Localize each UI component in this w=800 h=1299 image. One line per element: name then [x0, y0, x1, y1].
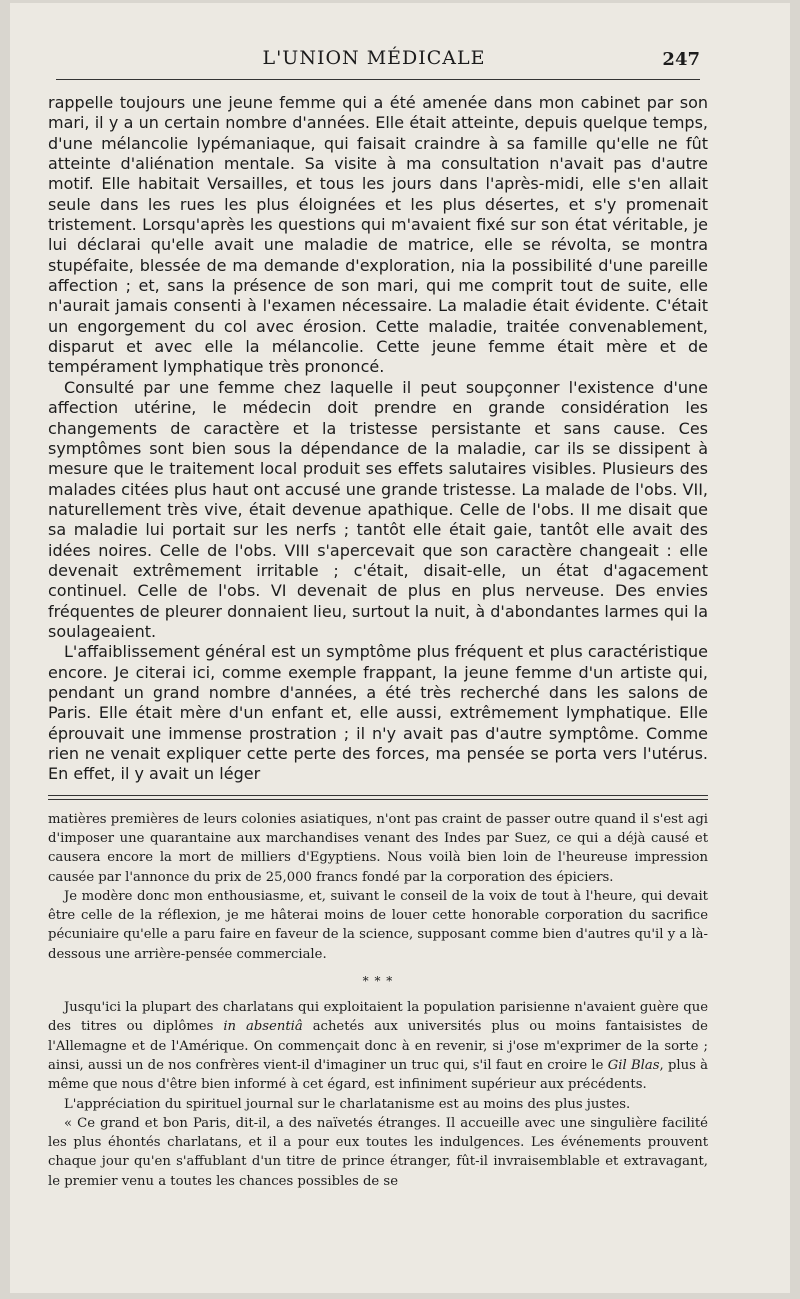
journal-page — [10, 3, 790, 1293]
note-paragraph-5: « Ce grand et bon Paris, dit-il, a des naïvetés étranges. Il accueille avec une singulière facilité les plus éhontés charlatans, et il a pour eux toutes les indulgences. Les événements prouvent chaque jour qu'en s'affublant d'un titre de prince étranger, fût-il invraisemblable et extravagant, le premier venu a toutes les chances possibles de se — [48, 1115, 708, 1189]
note-3-italic-a: in absentiâ — [223, 1019, 303, 1035]
header-rule — [56, 79, 700, 80]
feuilleton-notes — [48, 810, 708, 1191]
running-head — [48, 3, 790, 73]
footnote-rule — [48, 795, 708, 800]
main-text — [48, 93, 708, 785]
note-3-italic-b: Gil Blas — [607, 1057, 660, 1073]
note-3-text-c: , plus à même que nous d'être bien informé à cet égard, est infiniment supérieur aux précédents. — [48, 1057, 709, 1093]
paragraph-2: Consulté par une femme chez laquelle il peut soupçonner l'existence d'une affection utérine, le médecin doit prendre en grande considération les changements de caractère et la tristesse persistante et sans cause. Ces symptômes sont bien sous la dépendance de la maladie, car ils se dissipent à mesure que le traitement local produit ses effets salutaires visibles. Plusieurs des malades citées plus haut ont accusé une grande tristesse. La malade de l'obs. VII, naturellement très vive, était devenue apathique. Celle de l'obs. II me disait que sa maladie lui portait sur les nerfs ; tantôt elle était gaie, tantôt elle avait des idées noires. Celle de l'obs. VIII s'apercevait que son caractère changeait : elle devenait extrêmement irritable ; c'était, disait-elle, un état d'agacement continuel. Celle de l'obs. VI devenait de plus en plus nerveuse. Des envies fréquentes de pleurer donnaient lieu, surtout la nuit, à d'abondantes larmes qui la soulageaient. — [48, 377, 708, 641]
note-3-text-b: achetés aux universités plus ou moins fantaisistes de l'Allemagne et de l'Amérique. On commençait donc à en revenir, si j'ose m'exprimer de la sorte ; ainsi, aussi un de nos confrères vient-il d'imaginer un truc qui, s'il faut en croire le — [48, 1019, 708, 1073]
paragraph-3: L'affaiblissement général est un symptôme plus fréquent et plus caractéristique encore. Je citerai ici, comme exemple frappant, la jeune femme d'un artiste qui, pendant un grand nombre d'années, a été très recherché dans les salons de Paris. Elle était mère d'un enfant et, elle aussi, extrêmement lymphatique. Elle éprouvait une immense prostration ; il n'y avait pas d'autre symptôme. Comme rien ne venait expliquer cette perte des forces, ma pensée se porta vers l'utérus. En effet, il y avait un léger — [48, 642, 708, 784]
note-paragraph-4: L'appréciation du spirituel journal sur le charlatanisme est au moins des plus justes. — [64, 1096, 631, 1112]
running-title: L'UNION MÉDICALE — [262, 47, 486, 69]
note-paragraph-1: matières premières de leurs colonies asiatiques, n'ont pas craint de passer outre quand il s'est agi d'imposer une quarantaine aux marchandises venant des Indes par Suez, ce qui a déjà causé et causera encore la mort de milliers d'Egyptiens. Nous voilà bien loin de l'heureuse impression causée par l'annonce du prix de 25,000 francs fondé par la corporation des épiciers. — [48, 811, 708, 885]
paragraph-1: rappelle toujours une jeune femme qui a été amenée dans mon cabinet par son mari, il y a un certain nombre d'années. Elle était atteinte, depuis quelque temps, d'une mélancolie lypémaniaque, qui faisait craindre à sa famille qu'elle ne fût atteinte d'aliénation mentale. Sa visite à ma consultation n'avait pas d'autre motif. Elle habitait Versailles, et tous les jours dans l'après-midi, elle s'en allait seule dans les rues les plus éloignées et les plus désertes, et s'y promenait tristement. Lorsqu'après les questions qui m'avaient fixé sur son état véritable, je lui déclarai qu'elle avait une maladie de matrice, elle se révolta, se montra stupéfaite, blessée de ma demande d'exploration, nia la possibilité d'une pareille affection ; et, sans la présence de son mari, qui me comprit tout de suite, elle n'aurait jamais consenti à l'examen nécessaire. La maladie était évidente. C'était un engorgement du col avec érosion. Cette maladie, traitée convenablement, disparut et avec elle la mélancolie. Cette jeune femme était mère et de tempérament lymphatique très prononcé. — [48, 93, 708, 377]
page-number: 247 — [662, 49, 700, 70]
note-paragraph-2: Je modère donc mon enthousiasme, et, suivant le conseil de la voix de tout à l'heure, qui devait être celle de la réflexion, je me hâterai moins de louer cette honorable corporation du sacrifice pécuniaire qu'elle a paru faire en faveur de la science, supposant comme bien d'autres qu'il y a là-dessous une arrière-pensée commerciale. — [48, 888, 708, 962]
note-paragraph-3 — [48, 998, 708, 1094]
note-3-text-a: Jusqu'ici la plupart des charlatans qui exploitaient la population parisienne n'avaient guère que des titres ou diplômes — [48, 1000, 708, 1035]
asterism: * * * — [362, 974, 394, 989]
